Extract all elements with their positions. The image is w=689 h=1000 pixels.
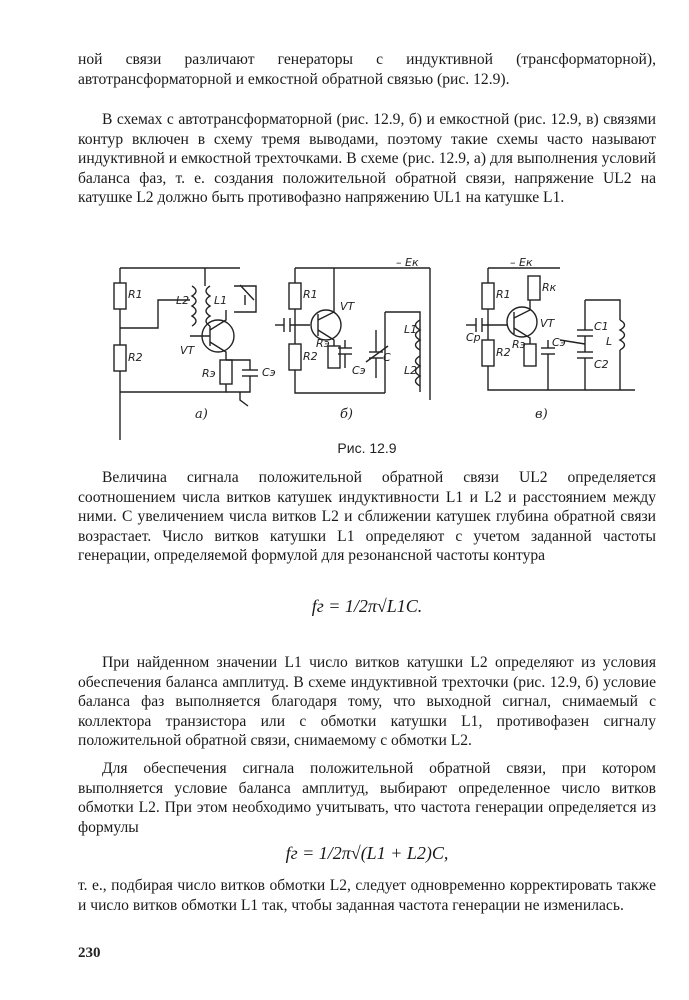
label-R2-a: R2 bbox=[128, 351, 143, 364]
sublabel-b: б) bbox=[340, 407, 354, 422]
paragraph-3: Величина сигнала положительной обратной связи UL2 определяется соотношением числа витков катушек индуктивности L1 и L2 и расстоянием между ними. С увеличением числа витков L2 и сближении катушек глубина обратной связи возрастает. Число витков катушки L1 определяют с учетом заданной частоты генерации, определяемой формулой для резонансной частоты контура bbox=[78, 469, 656, 564]
label-Cr-c: Cр bbox=[466, 331, 481, 344]
paragraph-1: ной связи различают генераторы с индуктивной (трансформаторной), автотрансформаторной и емкостной обратной связью (рис. 12.9). bbox=[78, 51, 656, 88]
label-Rk-c: Rк bbox=[542, 281, 557, 294]
label-Re-a: Rэ bbox=[202, 367, 216, 380]
label-C1-c: C1 bbox=[594, 320, 609, 333]
sublabel-a: а) bbox=[195, 407, 208, 422]
label-L-c: L bbox=[606, 335, 613, 348]
label-R1-c: R1 bbox=[496, 288, 511, 301]
label-R2-b: R2 bbox=[303, 350, 318, 363]
sublabel-c: в) bbox=[535, 407, 548, 422]
label-VT-a: VT bbox=[180, 344, 195, 357]
label-Ek-c: – Eк bbox=[510, 256, 533, 269]
label-VT-c: VT bbox=[540, 317, 555, 330]
paragraph-4: При найденном значении L1 число витков катушки L2 определяют из условия обеспечения баланса амплитуд. В схеме индуктивной трехточки (рис. 12.9, б) условие баланса фаз выполняется благодаря тому, что выходной сигнал, снимаемый с коллектора транзистора или с обмотки катушки L1, противофазен сигналу положительной обратной связи, снимаемому с обмотки L2. bbox=[78, 654, 656, 749]
label-L2-b: L2 bbox=[404, 364, 418, 377]
paragraph-2: В схемах с автотрансформаторной (рис. 12.9, б) и емкостной (рис. 12.9, в) связями контур включен в схему тремя выводами, поэтому такие схемы часто называют индуктивной и емкостной трехточками. В схеме (рис. 12.9, а) для выполнения условий баланса фаз, т. е. создания положительной обратной связи, напряжение UL2 на катушке L2 должно быть противофазно напряжению UL1 на катушке L1. bbox=[78, 111, 656, 206]
label-Ce-a: Cэ bbox=[262, 366, 276, 379]
label-C-b: C bbox=[383, 351, 391, 364]
label-Ek-b: – Eк bbox=[396, 256, 419, 269]
label-R1-b: R1 bbox=[303, 288, 318, 301]
label-L1-a: L1 bbox=[214, 294, 228, 307]
figure-12-9 bbox=[0, 0, 689, 460]
label-R1-a: R1 bbox=[128, 288, 143, 301]
page-number: 230 bbox=[78, 945, 101, 961]
formula-generation: fг = 1/2π√(L1 + L2)C, bbox=[285, 843, 449, 863]
label-Ce-b: Cэ bbox=[352, 364, 366, 377]
label-Re-c: Rэ bbox=[512, 338, 526, 351]
paragraph-6: т. е., подбирая число витков обмотки L2, следует одновременно корректировать также и число витков обмотки L1 так, чтобы заданная частота генерации не изменилась. bbox=[78, 877, 656, 914]
label-Re-b: Rэ bbox=[316, 337, 330, 350]
paragraph-5: Для обеспечения сигнала положительной обратной связи, при котором выполняется условие баланса амплитуд, выбирают определенное число витков обмотки L2. При этом необходимо учитывать, что частота генерации определяется из формулы bbox=[78, 760, 656, 836]
label-R2-c: R2 bbox=[496, 346, 511, 359]
label-Ce-c: Cэ bbox=[552, 336, 566, 349]
label-VT-b: VT bbox=[340, 300, 355, 313]
label-L2-a: L2 bbox=[176, 294, 190, 307]
label-C2-c: C2 bbox=[594, 358, 609, 371]
label-L1-b: L1 bbox=[404, 323, 418, 336]
figure-caption: Рис. 12.9 bbox=[337, 440, 397, 456]
formula-resonance: fг = 1/2π√L1C. bbox=[311, 596, 423, 616]
